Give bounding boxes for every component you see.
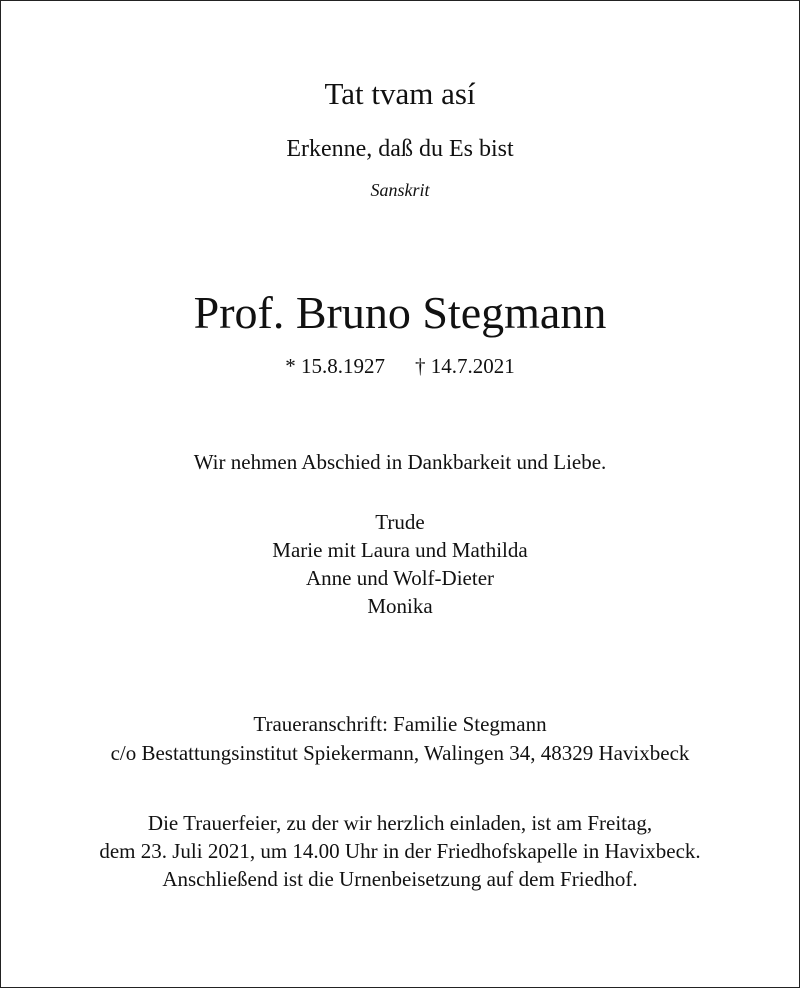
mourners-list <box>0 508 800 620</box>
service-line-3: Anschließend ist die Urnenbeisetzung auf dem Friedhof. <box>162 867 638 891</box>
service-line-1: Die Trauerfeier, zu der wir herzlich einladen, ist am Freitag, <box>147 811 653 835</box>
service-info <box>0 809 800 893</box>
mourner: Trude <box>375 510 425 534</box>
motto-translation: Erkenne, daß du Es bist <box>286 136 514 162</box>
death-date: † 14.7.2021 <box>415 354 515 378</box>
motto-source: Sanskrit <box>370 180 430 200</box>
birth-date: * 15.8.1927 <box>285 354 385 378</box>
mourner: Marie mit Laura und Mathilda <box>272 538 528 562</box>
life-dates <box>0 356 800 377</box>
mourner: Monika <box>367 594 433 618</box>
mourner: Anne und Wolf-Dieter <box>305 566 495 590</box>
motto-title: Tat tvam así <box>324 76 476 111</box>
deceased-name: Prof. Bruno Stegmann <box>193 287 607 338</box>
address-line-2: c/o Bestattungsinstitut Spiekermann, Walingen 34, 48329 Havixbeck <box>110 741 690 765</box>
service-line-2: dem 23. Juli 2021, um 14.00 Uhr in der Friedhofskapelle in Havixbeck. <box>99 839 701 863</box>
farewell-text: Wir nehmen Abschied in Dankbarkeit und Liebe. <box>193 450 607 474</box>
address-line-1: Traueranschrift: Familie Stegmann <box>253 712 547 736</box>
